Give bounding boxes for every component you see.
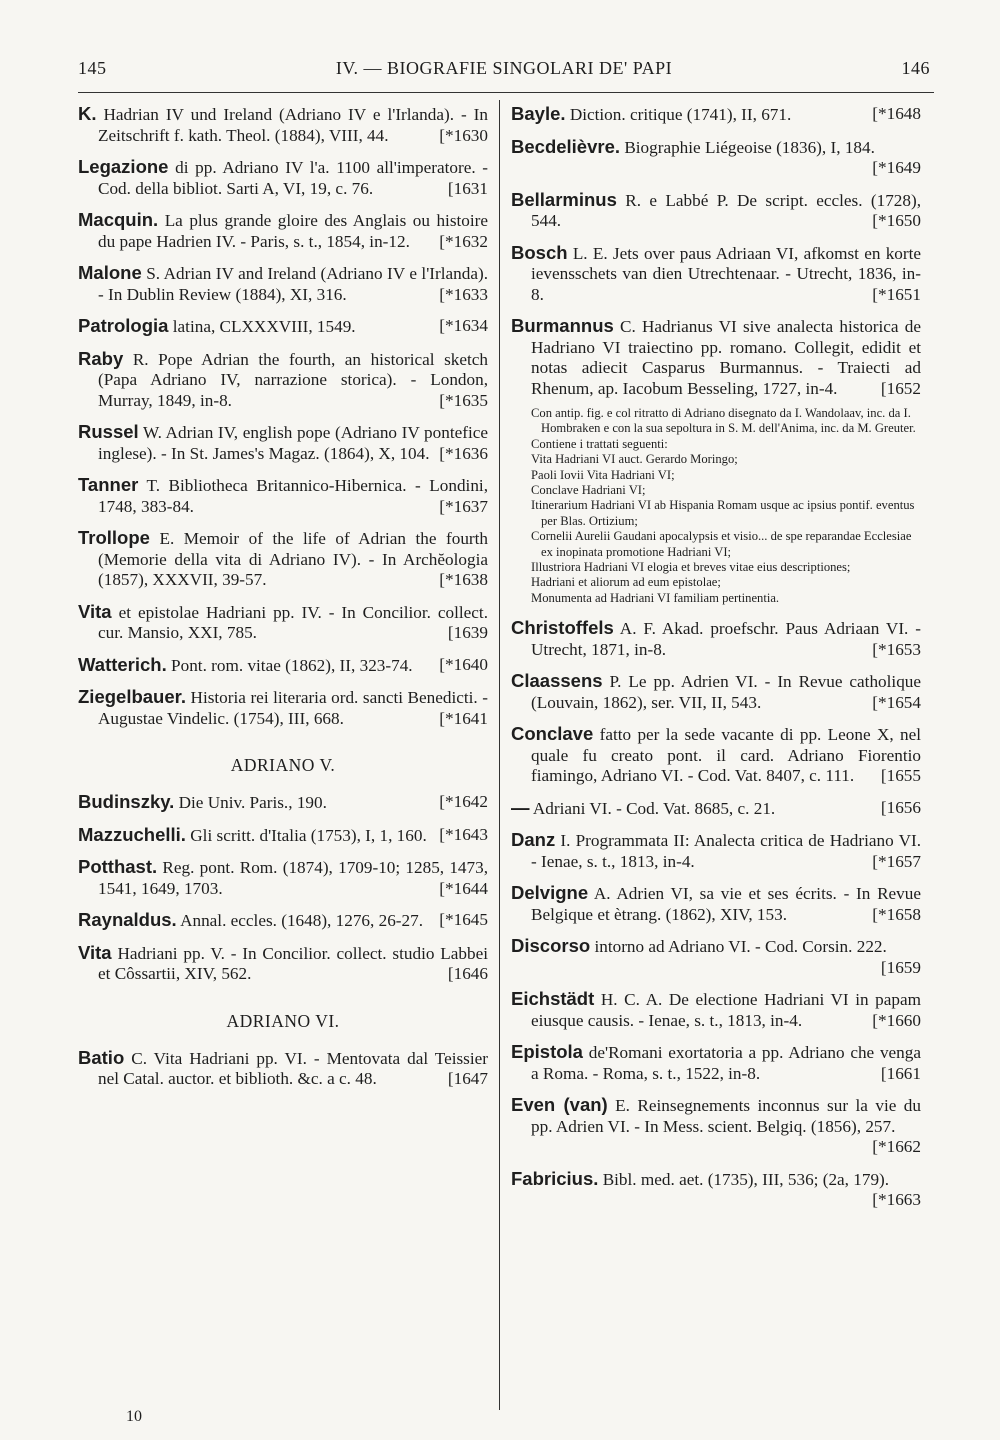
entry-headword: Epistola	[511, 1041, 583, 1063]
entry-headword: Russel	[78, 421, 139, 442]
running-title: IV. — BIOGRAFIE SINGOLARI DE' PAPI	[335, 58, 673, 78]
left-entries-adriano-v	[78, 792, 488, 985]
note-line: Paoli Iovii Vita Hadriani VI;	[531, 467, 675, 482]
entry-reference-number: [1631	[447, 178, 488, 198]
burmannus-note	[511, 406, 921, 606]
bibliography-entry	[78, 857, 488, 899]
entry-headword: Burmannus	[511, 315, 614, 336]
note-line: Illustriora Hadriani VI elogia et breves vitae eius descriptiones;	[531, 560, 851, 575]
entry-text: Die Univ. Paris., 190.	[178, 793, 327, 812]
right-column	[511, 104, 921, 1222]
column-divider	[499, 100, 500, 1410]
bibliography-entry	[511, 883, 921, 925]
entry-reference-number: [*1641	[439, 708, 488, 728]
entry-headword: Fabricius.	[511, 1167, 599, 1189]
entry-reference-number: [*1662	[872, 1137, 921, 1157]
entry-headword: Trollope	[78, 527, 150, 548]
entry-reference-number: [*1651	[872, 284, 921, 304]
bibliography-entry	[511, 1095, 921, 1158]
bibliography-entry	[78, 687, 488, 729]
entry-reference-number: [1661	[880, 1063, 921, 1083]
header-rule	[78, 92, 934, 93]
entry-headword: Eichstädt	[511, 988, 595, 1010]
bibliography-entry	[78, 792, 488, 814]
entry-reference-number: [1639	[447, 623, 488, 642]
entry-text: fatto per la sede vacante di pp. Leone X, nel quale fu creato pont. il card. Adriano Fiorentio fiamingo, Adriano VI. - Cod. Vat. 8407, c. 111.	[531, 725, 921, 786]
page-number-left: 145	[78, 58, 107, 78]
entry-text: Hadriani pp. V. - In Concilior. collect. studio Labbei et Côssartii, XIV, 562.	[98, 943, 488, 983]
entry-text: A. F. Akad. proefschr. Paus Adriaan VI. - Utrecht, 1871, in-8.	[531, 619, 921, 659]
entry-headword: Budinszky.	[78, 791, 175, 812]
section-heading-adriano-vi: ADRIANO VI.	[226, 1010, 340, 1031]
note-line: Monumenta ad Hadriani VI familiam pertinentia.	[531, 590, 780, 605]
entry-text: Historia rei literaria ord. sancti Benedicti. - Augustae Vindelic. (1754), III, 668.	[98, 688, 488, 728]
bibliography-entry	[511, 243, 921, 306]
entry-text: L. E. Jets over paus Adriaan VI, afkomst en korte ievensschets van dien Utrechtenaar. - Utrecht, 1836, in-8.	[531, 243, 922, 304]
entry-text: T. Bibliotheca Britannico-Hibernica. - Londini, 1748, 383-84.	[98, 476, 488, 516]
entry-text: Biographie Liégeoise (1836), I, 184.	[624, 137, 875, 157]
entry-reference-number: [*1642	[439, 792, 488, 811]
entry-reference-number: [*1636	[439, 443, 488, 463]
entry-text: Adriani VI. - Cod. Vat. 8685, c. 21.	[532, 798, 776, 818]
entry-text: A. Adrien VI, sa vie et ses écrits. - In Revue Belgique et ètrang. (1862), XIV, 153.	[531, 884, 921, 924]
entry-headword: Macquin.	[78, 209, 159, 230]
entry-headword: Raby	[78, 347, 124, 369]
bibliography-entry	[78, 104, 488, 146]
bibliography-entry	[511, 137, 921, 179]
entry-headword: Danz	[511, 829, 556, 851]
entry-text: di pp. Adriano IV l'a. 1100 all'imperatore. - Cod. della bibliot. Sarti A, VI, 19, c. 76.	[98, 158, 488, 198]
bibliography-entry	[511, 190, 921, 232]
entry-reference-number: [*1640	[439, 654, 488, 674]
entry-headword: K.	[78, 103, 97, 124]
entry-text: Bibl. med. aet. (1735), III, 536; (2a, 179).	[602, 1169, 890, 1189]
entry-headword: Tanner	[78, 474, 139, 495]
entry-reference-number: [*1643	[439, 824, 488, 844]
bibliography-entry	[511, 1169, 921, 1211]
bibliography-entry	[78, 210, 488, 252]
bibliography-entry	[511, 798, 921, 820]
entry-headword: Conclave	[511, 723, 594, 745]
entry-reference-number: [*1637	[439, 496, 488, 516]
entry-reference-number: [*1663	[872, 1190, 921, 1210]
entry-reference-number: [*1657	[872, 851, 921, 871]
bibliography-entry	[78, 910, 488, 932]
entry-text: C. Vita Hadriani pp. VI. - Mentovata dal Teissier nel Catal. auctor. et biblioth. &c. a c. 48.	[98, 1048, 489, 1088]
entry-headword: Batio	[78, 1046, 125, 1068]
entry-text: C. Hadrianus VI sive analecta historica de Hadriano VI traiectino pp. romano. Collegit, edidit et notas adiecit Casparus Burmannus. - Traiecti ad Rhenum, ap. Iacobum Besseling, 1727, in-4.	[531, 317, 922, 398]
entry-reference-number: [*1654	[872, 692, 921, 712]
entry-text: et epistolae Hadriani pp. IV. - In Concilior. collect. cur. Mansio, XXI, 785.	[98, 602, 488, 642]
bibliography-entry	[78, 263, 488, 305]
entry-reference-number: [*1645	[439, 910, 488, 929]
entry-text: R. e Labbé P. De script. eccles. (1728), 544.	[531, 190, 922, 230]
page-header	[78, 58, 930, 86]
bibliography-entry	[78, 157, 488, 199]
entry-text: La plus grande gloire des Anglais ou histoire du pape Hadrien IV. - Paris, s. t., 1854, in-12.	[98, 211, 489, 251]
entry-text: intorno ad Adriano VI. - Cod. Corsin. 222.	[594, 937, 887, 957]
entry-headword: Discorso	[511, 935, 591, 957]
bibliography-entry	[78, 655, 488, 677]
entry-headword: Ziegelbauer.	[78, 686, 186, 707]
bibliography-entry	[78, 316, 488, 338]
entry-reference-number: [*1638	[439, 570, 488, 589]
note-line: Vita Hadriani VI auct. Gerardo Moringo;	[531, 452, 738, 467]
entry-reference-number: [*1660	[872, 1010, 921, 1030]
right-entries-a	[511, 104, 921, 399]
entry-headword: Legazione	[78, 156, 169, 177]
bibliography-entry	[511, 936, 921, 978]
left-entries-adriano-vi	[78, 1048, 488, 1090]
entry-headword: Vita	[78, 600, 112, 622]
bibliography-entry	[78, 1048, 488, 1090]
entry-text: Hadrian IV und Ireland (Adriano IV e l'Irlanda). - In Zeitschrift f. kath. Theol. (1884), VIII, 44.	[98, 105, 489, 145]
entry-text: Annal. eccles. (1648), 1276, 26-27.	[180, 911, 424, 930]
bibliography-entry	[78, 943, 488, 985]
entry-reference-number: [*1649	[872, 158, 921, 177]
signature-number: 10	[126, 1408, 142, 1425]
entry-headword: Bosch	[511, 241, 568, 263]
bibliography-entry	[511, 724, 921, 787]
entry-reference-number: [*1658	[872, 904, 921, 924]
entry-headword: Becdelièvre.	[511, 135, 621, 157]
note-line: Contiene i trattati seguenti:	[531, 436, 668, 451]
entry-headword: Bayle.	[511, 103, 566, 124]
bibliography-entry	[511, 316, 921, 399]
entry-reference-number: [*1653	[872, 639, 921, 659]
entry-text: Pont. rom. vitae (1862), II, 323-74.	[171, 655, 413, 675]
entry-reference-number: [1646	[447, 964, 488, 983]
entry-text: S. Adrian IV and Ireland (Adriano IV e l'Irlanda). - In Dublin Review (1884), XI, 316.	[98, 264, 488, 304]
entry-reference-number: [*1634	[439, 316, 488, 335]
entry-text: R. Pope Adrian the fourth, an historical sketch (Papa Adriano IV, narrazione storica). - London, Murray, 1849, in-8.	[98, 349, 488, 410]
entry-text: Diction. critique (1741), II, 671.	[569, 105, 792, 124]
entry-reference-number: [*1650	[872, 211, 921, 230]
entry-text: E. Memoir of the life of Adrian the fourth (Memorie della vita di Adriano IV). - In Archĕologia (1857), XXXVII, 39-57.	[98, 529, 489, 589]
entry-headword: Patrologia	[78, 315, 169, 336]
bibliography-entry	[78, 349, 488, 412]
bibliography-entry	[78, 825, 488, 847]
entry-text: latina, CLXXXVIII, 1549.	[172, 317, 356, 336]
entry-headword: —	[511, 796, 530, 818]
entry-reference-number: [1652	[880, 378, 921, 398]
entry-reference-number: [*1633	[439, 284, 488, 304]
bibliography-entry	[511, 671, 921, 713]
entry-reference-number: [1647	[447, 1069, 488, 1088]
entry-headword: Bellarminus	[511, 188, 617, 210]
entry-text: E. Reinsegnements inconnus sur la vie du pp. Adrien VI. - In Mess. scient. Belgiq. (1856), 257.	[531, 1096, 921, 1136]
entry-reference-number: [*1644	[439, 878, 488, 898]
entry-headword: Watterich.	[78, 653, 167, 675]
bibliography-entry	[511, 104, 921, 126]
entry-reference-number: [*1635	[439, 390, 488, 410]
section-heading-adriano-v: ADRIANO V.	[230, 755, 336, 775]
entry-text: I. Programmata II: Analecta critica de Hadriano VI. - Ienae, s. t., 1813, in-4.	[531, 831, 922, 871]
entry-text: Gli scritt. d'Italia (1753), I, 1, 160.	[190, 825, 427, 845]
entry-headword: Mazzuchelli.	[78, 823, 186, 845]
bibliography-entry	[78, 475, 488, 517]
left-entries-adriano-iv	[78, 104, 488, 729]
note-line: Cornelii Aurelii Gaudani apocalypsis et visio... de spe reparandae Ecclesiae ex inopinata promotione Hadriani VI;	[531, 529, 912, 559]
entry-headword: Vita	[78, 941, 112, 963]
page-number-right: 146	[901, 58, 930, 78]
entry-text: P. Le pp. Adrien VI. - In Revue catholique (Louvain, 1862), ser. VII, II, 543.	[531, 672, 922, 712]
entry-text: de'Romani exortatoria a pp. Adriano che venga a Roma. - Roma, s. t., 1522, in-8.	[531, 1043, 921, 1083]
entry-headword: Even (van)	[511, 1094, 608, 1116]
note-line: Con antip. fig. e col ritratto di Adriano disegnato da I. Wandolaav, inc. da I. Hombraken e con la sua sepoltura in S. M. dell'Anima, inc. da M. Greuter.	[531, 406, 916, 436]
note-line: Conclave Hadriani VI;	[531, 483, 646, 498]
left-column	[78, 104, 488, 1101]
note-line: Itinerarium Hadriani VI ab Hispania Romam usque ac ipsius pontif. eventus per Blas. Ortizium;	[531, 498, 915, 528]
bibliography-entry	[511, 1042, 921, 1084]
entry-headword: Malone	[78, 262, 142, 283]
bibliography-entry	[78, 528, 488, 591]
entry-reference-number: [*1630	[439, 125, 488, 145]
right-entries-b	[511, 618, 921, 1211]
bibliography-entry	[78, 602, 488, 644]
entry-headword: Christoffels	[511, 617, 614, 639]
bibliography-entry	[78, 422, 488, 464]
entry-reference-number: [1655	[880, 766, 921, 786]
entry-reference-number: [*1632	[439, 231, 488, 251]
entry-reference-number: [1659	[880, 957, 921, 977]
entry-text: W. Adrian IV, english pope (Adriano IV pontefice inglese). - In St. James's Magaz. (1864), X, 104.	[98, 423, 488, 463]
entry-reference-number: [1656	[880, 797, 921, 817]
bibliography-entry	[511, 618, 921, 660]
entry-headword: Delvigne	[511, 882, 589, 904]
bibliography-entry	[511, 830, 921, 872]
entry-headword: Raynaldus.	[78, 909, 177, 930]
entry-reference-number: [*1648	[872, 104, 921, 123]
entry-headword: Claassens	[511, 670, 603, 692]
note-line: Hadriani et aliorum ad eum epistolae;	[531, 575, 721, 590]
entry-text: H. C. A. De electione Hadriani VI in papam eiusque causis. - Ienae, s. t., 1813, in-4.	[531, 990, 921, 1030]
bibliography-entry	[511, 989, 921, 1031]
entry-headword: Potthast.	[78, 856, 158, 877]
entry-text: Reg. pont. Rom. (1874), 1709-10; 1285, 1473, 1541, 1649, 1703.	[98, 858, 489, 898]
